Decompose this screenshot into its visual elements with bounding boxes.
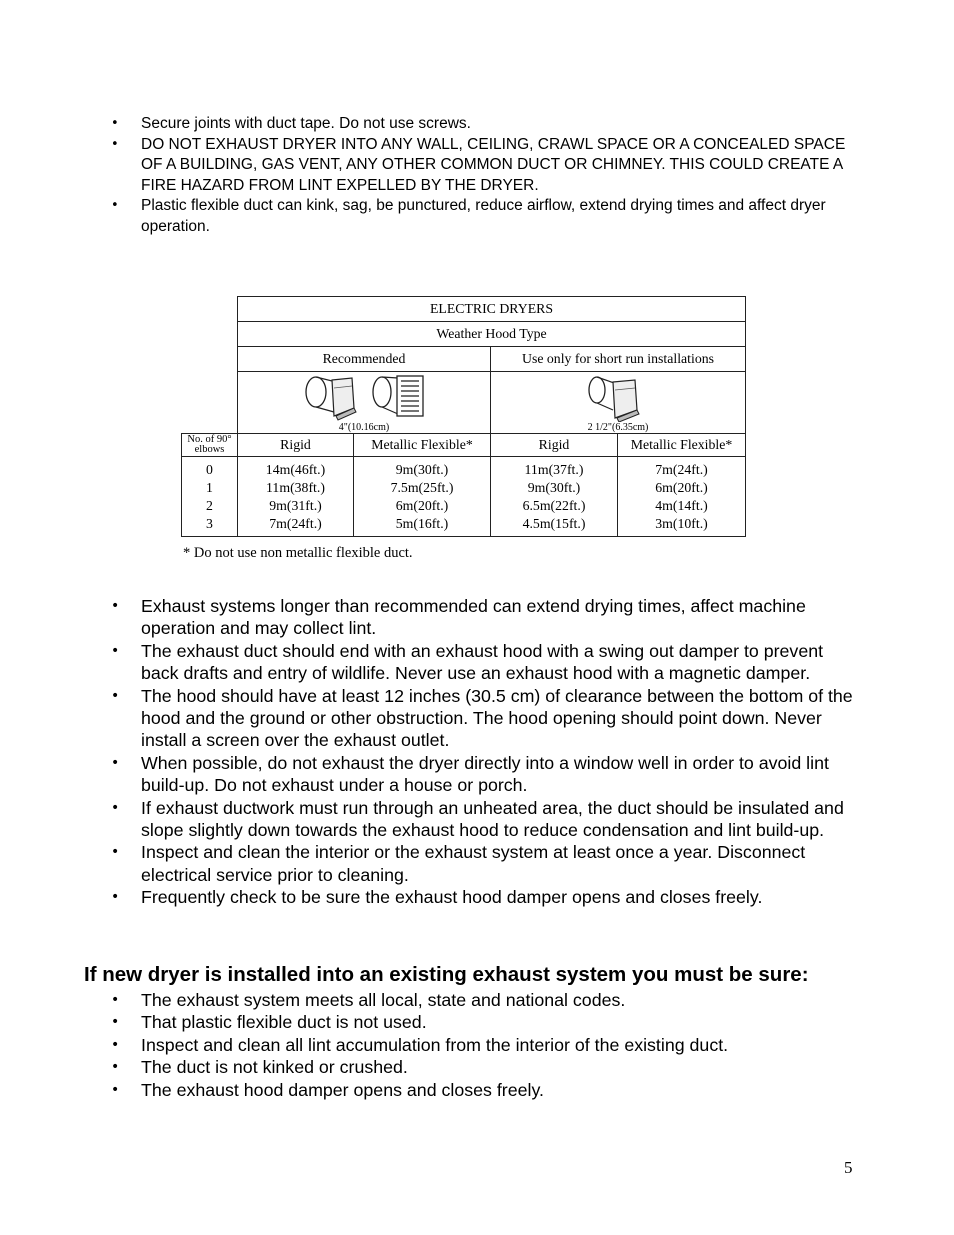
rec-rigid-cell: 11m(38ft.): [238, 479, 354, 497]
recommended-size-label: 4"(10.16cm): [338, 422, 390, 433]
elbows-cell: 1: [182, 479, 238, 497]
table-subtitle: Weather Hood Type: [238, 322, 746, 347]
rec-rigid-cell: 9m(31ft.): [238, 497, 354, 515]
short-metallic-header: Metallic Flexible*: [618, 434, 746, 457]
rec-flex-cell: 6m(20ft.): [354, 497, 491, 515]
elbows-cell: 2: [182, 497, 238, 515]
list-item: • If exhaust ductwork must run through an unheated area, the duct should be insulated and slope slightly down towards the exhaust hood to reduce condensation and lint build-up.: [111, 797, 861, 842]
short-run-group-header: Use only for short run installations: [491, 347, 746, 372]
list-item: • Secure joints with duct tape. Do not use screws.: [111, 114, 856, 135]
page-number: 5: [844, 1158, 853, 1177]
list-item: • Exhaust systems longer than recommended can extend drying times, affect machine operation and may collect lint.: [111, 595, 861, 640]
installation-warnings-list: [111, 114, 856, 238]
elbows-cell: 0: [182, 457, 238, 480]
elbows-cell: 3: [182, 515, 238, 537]
list-item: • The hood should have at least 12 inches (30.5 cm) of clearance between the bottom of the hood and the ground or other obstruction. The hood opening should point down. Never install a screen over the exhaust outlet.: [111, 685, 861, 752]
list-item: • When possible, do not exhaust the dryer directly into a window well in order to avoid lint build-up. Do not exhaust under a house or porch.: [111, 752, 861, 797]
list-item: • The exhaust system meets all local, state and national codes.: [111, 989, 861, 1011]
table-footnote: * Do not use non metallic flexible duct.: [183, 545, 413, 561]
short-rigid-cell: 11m(37ft.): [491, 457, 618, 480]
list-item: • Plastic flexible duct can kink, sag, be punctured, reduce airflow, extend drying times and affect dryer operation.: [111, 196, 856, 237]
table-row: [182, 515, 746, 537]
recommended-group-header: Recommended: [238, 347, 491, 372]
rec-flex-cell: 5m(16ft.): [354, 515, 491, 537]
short-rigid-cell: 9m(30ft.): [491, 479, 618, 497]
list-item: • The duct is not kinked or crushed.: [111, 1056, 861, 1078]
rec-flex-cell: 9m(30ft.): [354, 457, 491, 480]
short-flex-cell: 6m(20ft.): [618, 479, 746, 497]
exhaust-length-table: [181, 296, 746, 537]
exhaust-guidelines-list: [111, 595, 861, 909]
table-row: [182, 479, 746, 497]
short-flex-cell: 3m(10ft.): [618, 515, 746, 537]
list-item: • Frequently check to be sure the exhaust hood damper opens and closes freely.: [111, 886, 861, 908]
flap-hood-illustration: [583, 372, 653, 422]
elbows-header-line-2: elbows: [194, 444, 225, 455]
section-heading: If new dryer is installed into an existing exhaust system you must be sure:: [84, 963, 809, 986]
elbows-header-line-1: No. of 90°: [187, 434, 232, 445]
short-run-hood-cell: [491, 372, 746, 434]
table-row: [182, 497, 746, 515]
list-item: • Inspect and clean the interior or the exhaust system at least once a year. Disconnect electrical service prior to cleaning.: [111, 841, 861, 886]
rec-rigid-cell: 7m(24ft.): [238, 515, 354, 537]
existing-system-checklist: [111, 989, 861, 1101]
list-item: • DO NOT EXHAUST DRYER INTO ANY WALL, CEILING, CRAWL SPACE OR A CONCEALED SPACE OF A BUILDING, GAS VENT, ANY OTHER COMMON DUCT OR CHIMNEY. THIS COULD CREATE A FIRE HAZARD FROM LINT EXPELLED BY THE DRYER.: [111, 135, 856, 197]
louvered-hood-illustration: [294, 372, 434, 422]
table-row: [182, 457, 746, 480]
list-item: • The exhaust hood damper opens and closes freely.: [111, 1079, 861, 1101]
rec-rigid-header: Rigid: [238, 434, 354, 457]
list-item: • The exhaust duct should end with an exhaust hood with a swing out damper to prevent back drafts and entry of wildlife. Never use an exhaust hood with a magnetic damper.: [111, 640, 861, 685]
rec-flex-cell: 7.5m(25ft.): [354, 479, 491, 497]
table-title: ELECTRIC DRYERS: [238, 297, 746, 322]
elbows-column-header: [182, 434, 238, 457]
short-flex-cell: 4m(14ft.): [618, 497, 746, 515]
list-item: • That plastic flexible duct is not used.: [111, 1011, 861, 1033]
rec-metallic-header: Metallic Flexible*: [354, 434, 491, 457]
short-rigid-cell: 4.5m(15ft.): [491, 515, 618, 537]
rec-rigid-cell: 14m(46ft.): [238, 457, 354, 480]
recommended-hood-cell: [238, 372, 491, 434]
list-item: • Inspect and clean all lint accumulation from the interior of the existing duct.: [111, 1034, 861, 1056]
short-run-size-label: 2 1/2"(6.35cm): [587, 422, 649, 433]
short-flex-cell: 7m(24ft.): [618, 457, 746, 480]
short-rigid-cell: 6.5m(22ft.): [491, 497, 618, 515]
short-rigid-header: Rigid: [491, 434, 618, 457]
